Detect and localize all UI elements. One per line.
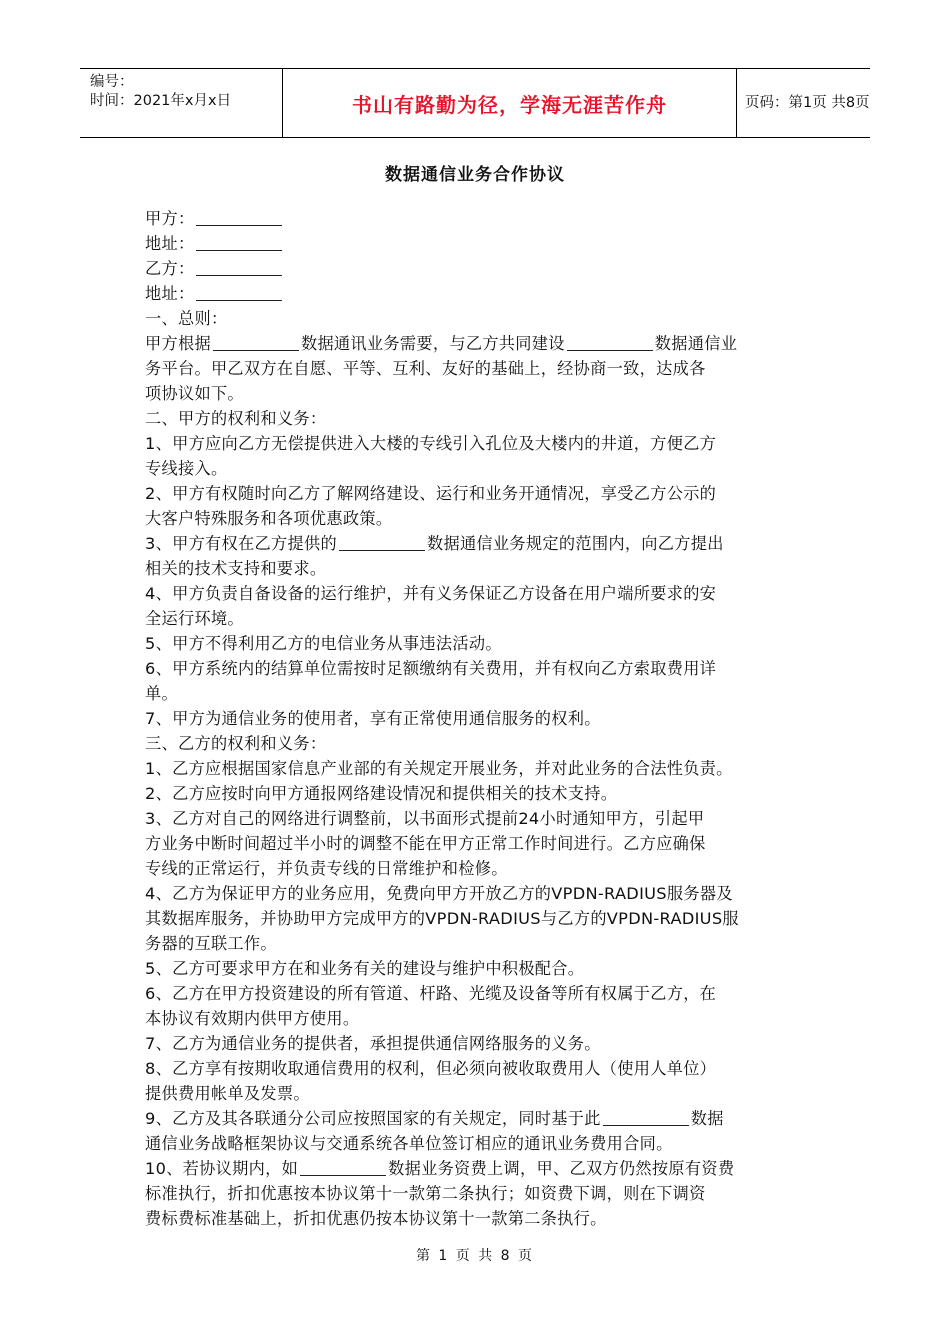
text-line	[145, 831, 825, 856]
text-segment: 提供费用帐单及发票。	[145, 1084, 310, 1103]
page-footer: 第 1 页 共 8 页	[415, 1248, 535, 1264]
text-segment: 相关的技术支持和要求。	[145, 559, 327, 578]
fill-in-blank	[339, 534, 425, 551]
text-segment: 大客户特殊服务和各项优惠政策。	[145, 509, 393, 528]
text-segment: 7、乙方为通信业务的提供者，承担提供通信网络服务的义务。	[145, 1034, 601, 1053]
text-line	[145, 231, 825, 256]
text-segment: 单。	[145, 684, 178, 703]
text-line	[145, 1031, 825, 1056]
text-segment: 通信业务战略框架协议与交通系统各单位签订相应的通讯业务费用合同。	[145, 1134, 673, 1153]
text-segment: 4、乙方为保证甲方的业务应用，免费向甲方开放乙方的VPDN-RADIUS服务器及	[145, 884, 733, 903]
text-segment: 务器的互联工作。	[145, 934, 277, 953]
document-body	[145, 206, 825, 1231]
text-line	[145, 606, 825, 631]
text-segment: 务平台。甲乙双方在自愿、平等、互利、友好的基础上，经协商一致，达成各	[145, 359, 706, 378]
text-line	[145, 781, 825, 806]
text-segment: 地址：	[145, 234, 195, 253]
document-title: 数据通信业务合作协议	[385, 165, 565, 185]
text-segment: 专线接入。	[145, 459, 228, 478]
page-header	[80, 68, 870, 138]
document-number-label: 编号：	[90, 74, 134, 90]
text-segment: 二、甲方的权利和义务：	[145, 409, 327, 428]
text-line	[145, 1081, 825, 1106]
fill-in-blank	[300, 1159, 386, 1176]
document-date-label: 时间：2021年x月x日	[90, 93, 232, 109]
text-segment: 6、乙方在甲方投资建设的所有管道、杆路、光缆及设备等所有权属于乙方，在	[145, 984, 717, 1003]
text-line	[145, 906, 825, 931]
fill-in-blank	[196, 259, 282, 276]
text-line	[145, 1131, 825, 1156]
text-segment: 数据业务资费上调，甲、乙双方仍然按原有资费	[388, 1159, 735, 1178]
text-segment: 5、乙方可要求甲方在和业务有关的建设与维护中积极配合。	[145, 959, 585, 978]
header-motto: 书山有路勤为径，学海无涯苦作舟	[352, 92, 667, 117]
fill-in-blank	[567, 334, 653, 351]
text-line	[145, 631, 825, 656]
text-line	[145, 456, 825, 481]
text-segment: 2、甲方有权随时向乙方了解网络建设、运行和业务开通情况，享受乙方公示的	[145, 484, 717, 503]
text-line	[145, 481, 825, 506]
text-segment: 全运行环境。	[145, 609, 244, 628]
text-segment: 6、甲方系统内的结算单位需按时足额缴纳有关费用，并有权向乙方索取费用详	[145, 659, 717, 678]
text-segment: 10、若协议期内，如	[145, 1159, 299, 1178]
text-segment: 3、甲方有权在乙方提供的	[145, 534, 337, 553]
text-line	[145, 381, 825, 406]
fill-in-blank	[196, 234, 282, 251]
text-segment: 数据通信业务规定的范围内，向乙方提出	[426, 534, 724, 553]
text-segment: 地址：	[145, 284, 195, 303]
text-line	[145, 306, 825, 331]
text-segment: 方业务中断时间超过半小时的调整不能在甲方正常工作时间进行。乙方应确保	[145, 834, 706, 853]
text-line	[145, 1156, 825, 1181]
text-segment: 三、乙方的权利和义务：	[145, 734, 327, 753]
text-line	[145, 406, 825, 431]
text-line	[145, 681, 825, 706]
text-line	[145, 581, 825, 606]
text-segment: 9、乙方及其各联通分公司应按照国家的有关规定，同时基于此	[145, 1109, 601, 1128]
text-line	[145, 981, 825, 1006]
text-segment: 项协议如下。	[145, 384, 244, 403]
header-right-cell	[735, 69, 870, 137]
text-line	[145, 1056, 825, 1081]
text-segment: 专线的正常运行，并负责专线的日常维护和检修。	[145, 859, 508, 878]
text-line	[145, 1106, 825, 1131]
text-line	[145, 281, 825, 306]
text-segment: 数据通讯业务需要，与乙方共同建设	[300, 334, 565, 353]
text-segment: 3、乙方对自己的网络进行调整前，以书面形式提前24小时通知甲方，引起甲	[145, 809, 705, 828]
text-line	[145, 731, 825, 756]
text-line	[145, 531, 825, 556]
text-line	[145, 931, 825, 956]
header-left-cell	[80, 69, 282, 137]
fill-in-blank	[213, 334, 299, 351]
text-segment: 本协议有效期内供甲方使用。	[145, 1009, 360, 1028]
text-line	[145, 256, 825, 281]
text-segment: 2、乙方应按时向甲方通报网络建设情况和提供相关的技术支持。	[145, 784, 618, 803]
text-line	[145, 356, 825, 381]
text-segment: 数据通信业	[654, 334, 738, 353]
text-segment: 8、乙方享有按期收取通信费用的权利，但必须向被收取费用人（使用人单位）	[145, 1059, 717, 1078]
text-segment: 1、乙方应根据国家信息产业部的有关规定开展业务，并对此业务的合法性负责。	[145, 759, 733, 778]
text-segment: 1、甲方应向乙方无偿提供进入大楼的专线引入孔位及大楼内的井道，方便乙方	[145, 434, 717, 453]
text-line	[145, 806, 825, 831]
text-line	[145, 881, 825, 906]
text-line	[145, 556, 825, 581]
text-line	[145, 756, 825, 781]
text-segment: 一、总则：	[145, 309, 228, 328]
text-segment: 4、甲方负责自备设备的运行维护，并有义务保证乙方设备在用户端所要求的安	[145, 584, 717, 603]
text-line	[145, 431, 825, 456]
text-segment: 7、甲方为通信业务的使用者，享有正常使用通信服务的权利。	[145, 709, 601, 728]
text-line	[145, 1181, 825, 1206]
text-segment: 数据	[690, 1109, 724, 1128]
text-segment: 甲方根据	[145, 334, 211, 353]
text-segment: 甲方：	[145, 209, 195, 228]
fill-in-blank	[196, 284, 282, 301]
text-segment: 其数据库服务，并协助甲方完成甲方的VPDN-RADIUS与乙方的VPDN-RADIUS服	[145, 909, 739, 928]
text-line	[145, 706, 825, 731]
text-line	[145, 1206, 825, 1231]
text-segment: 费标费标准基础上，折扣优惠仍按本协议第十一款第二条执行。	[145, 1209, 607, 1228]
fill-in-blank	[196, 209, 282, 226]
text-line	[145, 656, 825, 681]
text-line	[145, 331, 825, 356]
text-segment: 乙方：	[145, 259, 195, 278]
text-segment: 标准执行，折扣优惠按本协议第十一款第二条执行；如资费下调，则在下调资	[145, 1184, 706, 1203]
text-line	[145, 206, 825, 231]
text-line	[145, 956, 825, 981]
header-motto-cell	[282, 69, 737, 137]
fill-in-blank	[603, 1109, 689, 1126]
text-segment: 5、甲方不得利用乙方的电信业务从事违法活动。	[145, 634, 502, 653]
text-line	[145, 856, 825, 881]
page-count-label: 页码：第1页 共8页	[745, 94, 870, 111]
text-line	[145, 506, 825, 531]
text-line	[145, 1006, 825, 1031]
